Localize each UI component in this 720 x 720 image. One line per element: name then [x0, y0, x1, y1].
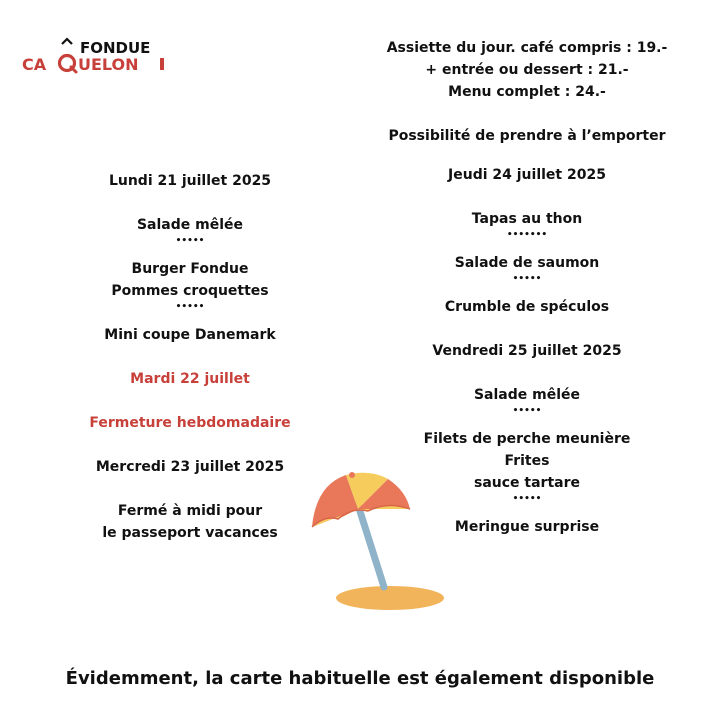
friday-separator-1: •••••: [512, 406, 542, 416]
monday-dish-2a: Burger Fondue: [131, 261, 249, 277]
thursday-title: Jeudi 24 juillet 2025: [448, 167, 606, 183]
monday-dish-3: Mini coupe Danemark: [104, 327, 276, 343]
friday-dish-2b: Frites: [504, 453, 550, 469]
monday-title: Lundi 21 juillet 2025: [108, 173, 272, 189]
wednesday-note-2: le passeport vacances: [102, 525, 278, 541]
wednesday-title: Mercredi 23 juillet 2025: [95, 459, 285, 475]
monday-dish-2b: Pommes croquettes: [111, 283, 269, 299]
price-line-1: Assiette du jour. café compris : 19.-: [386, 40, 668, 56]
thursday-separator-1: •••••••: [506, 230, 548, 240]
friday-dish-2c: sauce tartare: [474, 475, 580, 491]
friday-dish-1: Salade mêlée: [473, 387, 581, 403]
friday-separator-2: •••••: [512, 494, 542, 504]
monday-separator-1: •••••: [175, 236, 205, 246]
tuesday-closure-note: Fermeture hebdomadaire: [89, 415, 291, 431]
monday-separator-2: •••••: [175, 302, 205, 312]
friday-dish-3: Meringue surprise: [454, 519, 600, 535]
wednesday-note-1: Fermé à midi pour: [117, 503, 263, 519]
footer-note: Évidemment, la carte habituelle est également disponible: [65, 668, 655, 689]
tuesday-title: Mardi 22 juillet: [130, 371, 250, 387]
fondue-caquelon-logo: [22, 36, 172, 76]
logo-fondue: FONDUE: [80, 39, 151, 57]
takeaway-note: Possibilité de prendre à l’emporter: [388, 128, 666, 144]
thursday-dish-2: Salade de saumon: [454, 255, 600, 271]
logo-uelon: UELON: [78, 55, 139, 74]
thursday-dish-1: Tapas au thon: [471, 211, 583, 227]
thursday-dish-3: Crumble de spéculos: [444, 299, 610, 315]
friday-dish-2a: Filets de perche meunière: [423, 431, 631, 447]
friday-title: Vendredi 25 juillet 2025: [432, 343, 622, 359]
monday-dish-1: Salade mêlée: [136, 217, 244, 233]
logo-ca: CA: [22, 55, 47, 74]
thursday-separator-2: •••••: [512, 274, 542, 284]
price-line-2: + entrée ou dessert : 21.-: [425, 62, 629, 78]
price-line-3: Menu complet : 24.-: [448, 84, 606, 100]
beach-umbrella-icon: [300, 465, 460, 615]
